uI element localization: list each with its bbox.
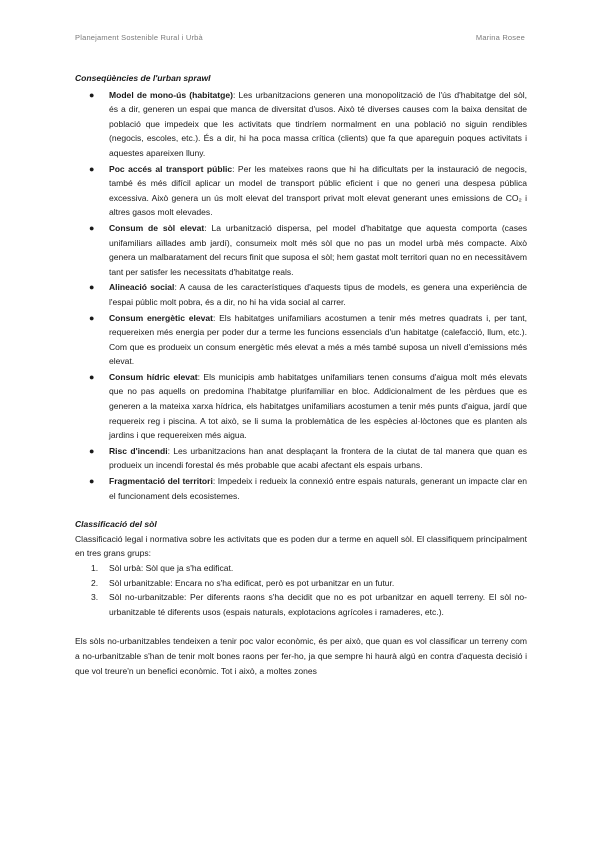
classification-list [75,561,527,619]
item-number: 1. [91,563,99,573]
item-text: Els habitatges unifamiliars acostumen a tenir més metres quadrats i, per tant, requereixen més energia per poder dur a terme les funcions essencials d'un habitatge (calefacció, llum, etc.). Com que es produeix un consum energètic més elevat a més a més també suposa un nivell d'emissions més elevat. [109,312,527,367]
list-item [75,280,527,309]
section-title-consequences: Conseqüències de l'urban sprawl [75,73,211,83]
section-title-classification: Classificació del sòl [75,519,157,530]
list-item [75,311,527,369]
list-item [75,444,527,473]
item-text: Sòl no-urbanitzable: Per diferents raons s'ha decidit que no es pot urbanitzar en aquell terreny. El sòl no-urbanitzable té diferents usos (espais naturals, explotacions agrícoles i ramaderes, etc.). [109,592,527,617]
document-body [75,71,527,678]
closing-paragraph: Els sòls no-urbanitzables tendeixen a tenir poc valor econòmic, és per això, que quan es vol classificar un terreny com a no-urbanitzable s'han de tenir molt bones raons per fer-ho, ja que sempre hi haurà algú en contra d'aquesta decisió i que vol treure'n un benefici econòmic. Tot i això, a moltes zones [75,636,527,676]
section-spacer [75,504,527,517]
item-term: Model de mono-ús (habitatge) [109,89,233,100]
item-text: Impedeix i redueix la connexió entre espais naturals, generant un impacte clar en el funcionament dels ecosistemes. [109,476,527,501]
item-term: Fragmentació del territori [109,476,213,487]
header-course-title: Planejament Sostenible Rural i Urbà [75,33,203,42]
item-sep: : [212,476,216,487]
item-text: Els municipis amb habitatges unifamiliars tenen consums d'aigua molt més elevats que no pas aquells on predomina l'habitatge plurifamiliar en bloc. Addicionalment de les pèrdues que es generen a la mateixa xarxa hídrica, els habitatges unifamiliars acostumen a tenir més punts d'aigua, jardí que requereix reg i piscina. A tot això, se li suma la problemàtica de les espècies al·lòctones que es planten als jardins i que requereixen més aigua. [109,371,527,441]
list-item [75,221,527,279]
bullet-icon: ● [89,476,95,487]
item-sep: : [204,222,207,233]
item-term: Alineació social [109,282,175,293]
item-text: Les urbanitzacions han anat desplaçant la frontera de la ciutat de tal manera que quan es produeix un incendi forestal és més probable que acabi afectant els espais urbans. [109,445,527,471]
item-sep: : [167,445,170,456]
list-item [75,474,527,503]
item-sep: : [232,89,236,100]
item-text: La urbanització dispersa, pel model d'habitatge que aquesta comporta (cases unifamiliars aïllades amb jardí), consumeix molt més sòl que no pas un model urbà més compacte. Això genera un malbaratament del recurs finit que suposa el sòl; hem gastat molt territori quan no en necessitàvem tant per satisfer les necessitats d'habitatge reals. [109,222,527,277]
bullet-icon: ● [89,282,95,293]
list-item [75,576,527,591]
item-sep: : [174,282,177,293]
item-text: Les urbanitzacions generen una monopolització de l'ús d'habitatge del sòl, és a dir, generen un espai que manca de diversitat d'usos. Això té diverses causes com la baixa densitat de població que impedeix que les activitats que tindríem normalment en una població no siguin rendibles (negocis, escoles, etc.). És a dir, hi ha poca massa crítica (clients) que fa que apareguin poques activitats i aquestes apareixen lluny. [109,89,527,158]
item-term: Consum energètic elevat [109,312,213,323]
header-author: Marina Rosee [475,33,525,42]
bullet-icon: ● [89,163,95,174]
bullet-icon: ● [89,445,95,456]
bullet-icon: ● [89,222,95,233]
bullet-icon: ● [89,371,95,382]
item-term: Risc d'incendi [109,445,168,456]
item-term: Consum de sòl elevat [109,222,205,233]
bullet-icon: ● [89,312,95,323]
item-number: 3. [91,592,99,603]
list-item [75,162,527,220]
item-text: Per les mateixes raons que hi ha dificultats per la instauració de negocis, també és més difícil aplicar un model de transport públic eficient i que no generi una despesa pública excessiva. Això genera un ús molt elevat del transport privat molt elevat generant unes emissions de CO₂ i altres gasos molt elevades. [109,163,527,218]
page-header [75,33,525,42]
list-item [75,88,527,161]
item-number: 2. [91,577,99,588]
list-item [75,370,527,443]
list-item [75,561,527,576]
item-term: Poc accés al transport públic [109,163,233,174]
item-text: Sòl urbanitzable: Encara no s'ha edificat, però es pot urbanitzar en un futur. [109,577,395,588]
bullet-icon: ● [89,89,95,100]
item-sep: : [232,163,235,174]
consequences-list [75,88,527,504]
item-term: Consum hídric elevat [109,371,198,382]
item-sep: : [197,371,200,382]
item-text: A causa de les característiques d'aquests tipus de models, es genera una experiència de l'espai públic molt pobra, és a dir, no hi ha vida social al carrer. [109,282,527,307]
item-text: Sòl urbà: Sòl que ja s'ha edificat. [109,563,234,573]
item-sep: : [212,312,216,323]
paragraph-spacer [75,619,527,634]
list-item [75,590,527,619]
classification-intro: Classificació legal i normativa sobre les activitats que es poden dur a terme en aquell sòl. El classifiquem principalment en tres grans grups: [75,533,527,559]
